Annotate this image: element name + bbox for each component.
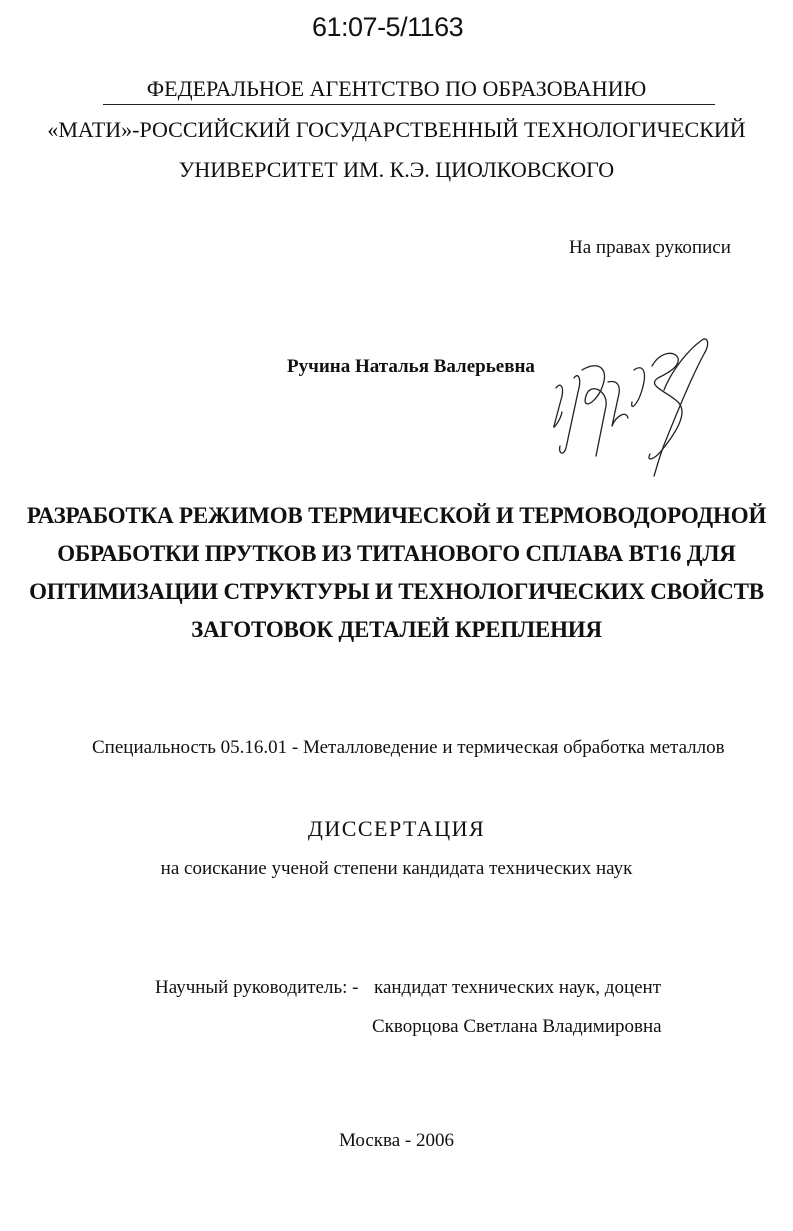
thesis-title-line: ОБРАБОТКИ ПРУТКОВ ИЗ ТИТАНОВОГО СПЛАВА ВТ16 ДЛЯ: [57, 541, 736, 566]
degree-line: на соискание ученой степени кандидата технических наук: [160, 858, 633, 879]
supervisor-name: Скворцова Светлана Владимировна: [372, 1016, 662, 1037]
agency-name: ФЕДЕРАЛЬНОЕ АГЕНТСТВО ПО ОБРАЗОВАНИЮ: [146, 76, 647, 101]
specialty: Специальность 05.16.01 - Металловедение и термическая обработка металлов: [92, 737, 725, 758]
supervisor-title: кандидат технических наук, доцент: [374, 977, 662, 998]
thesis-title-line: ЗАГОТОВОК ДЕТАЛЕЙ КРЕПЛЕНИЯ: [191, 617, 602, 642]
signature-icon: [538, 330, 718, 480]
supervisor-label: Научный руководитель: -: [155, 977, 359, 998]
archive-code: 61:07-5/1163: [312, 12, 464, 42]
thesis-title-line: РАЗРАБОТКА РЕЖИМОВ ТЕРМИЧЕСКОЙ И ТЕРМОВОДОРОДНОЙ: [26, 503, 767, 528]
manuscript-note: На правах рукописи: [569, 237, 731, 258]
university-name-line1: «МАТИ»-РОССИЙСКИЙ ГОСУДАРСТВЕННЫЙ ТЕХНОЛОГИЧЕСКИЙ: [47, 117, 746, 142]
author-name: Ручина Наталья Валерьевна: [287, 356, 535, 377]
header-divider: [103, 104, 715, 105]
thesis-title-line: ОПТИМИЗАЦИИ СТРУКТУРЫ И ТЕХНОЛОГИЧЕСКИХ СВОЙСТВ: [29, 579, 764, 604]
university-name-line2: УНИВЕРСИТЕТ ИМ. К.Э. ЦИОЛКОВСКОГО: [178, 157, 615, 182]
document-type: ДИССЕРТАЦИЯ: [307, 816, 486, 841]
city-year: Москва - 2006: [338, 1130, 455, 1151]
